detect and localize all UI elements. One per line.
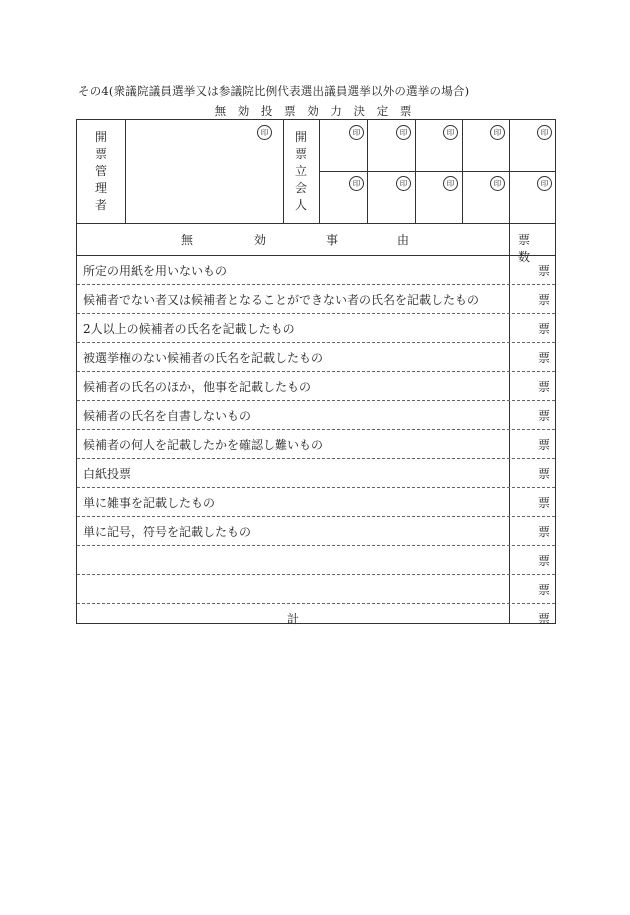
- witness-seal-icon: 印: [490, 176, 505, 191]
- header-reason-char: 由: [397, 233, 410, 247]
- form-caption: その4(衆議院議員選挙又は参議院比例代表選出議員選挙以外の選挙の場合): [78, 84, 470, 98]
- signature-block: [77, 120, 555, 224]
- table-row: 2人以上の候補者の氏名を記載したもの 票: [77, 313, 555, 343]
- table-row: 票: [77, 574, 555, 604]
- witness-label: 開 票 立 会 人: [294, 130, 307, 212]
- total-row: [77, 603, 555, 632]
- manager-seal-icon: 印: [257, 125, 272, 140]
- manager-label: 開 票 管 理 者: [94, 130, 107, 212]
- table-row: 候補者でない者又は候補者となることができない者の氏名を記載したもの 票: [77, 284, 555, 314]
- witness-seal-icon: 印: [490, 125, 505, 140]
- form-title: 無 効 投 票 効 力 決 定 票: [214, 104, 416, 118]
- witness-seal-icon: 印: [443, 125, 458, 140]
- table-row: 票: [77, 545, 555, 575]
- total-label: 計: [287, 612, 300, 626]
- table-row: 所定の用紙を用いないもの 票: [77, 255, 555, 285]
- reason-table-header: [77, 223, 555, 264]
- witness-seal-icon: 印: [396, 176, 411, 191]
- table-row: 候補者の何人を記載したかを確認し難いもの 票: [77, 429, 555, 459]
- witness-seal-icon: 印: [443, 176, 458, 191]
- table-row: 候補者の氏名のほか，他事を記載したもの 票: [77, 371, 555, 401]
- witness-seal-icon: 印: [537, 125, 552, 140]
- total-unit: 票: [537, 612, 550, 626]
- invalid-ballot-form: [76, 119, 556, 624]
- header-count: 票 数: [518, 233, 535, 264]
- table-row: 被選挙権のない候補者の氏名を記載したもの 票: [77, 342, 555, 372]
- table-row: 候補者の氏名を自書しないもの 票: [77, 400, 555, 430]
- witness-seal-icon: 印: [349, 125, 364, 140]
- witness-seal-icon: 印: [349, 176, 364, 191]
- table-row: 白紙投票 票: [77, 458, 555, 488]
- header-reason-char: 効: [254, 233, 267, 247]
- table-row: 単に記号，符号を記載したもの 票: [77, 516, 555, 546]
- header-reason-char: 無: [181, 233, 194, 247]
- header-reason-char: 事: [326, 233, 339, 247]
- witness-seal-icon: 印: [396, 125, 411, 140]
- witness-seal-icon: 印: [537, 176, 552, 191]
- table-row: 単に雑事を記載したもの 票: [77, 487, 555, 517]
